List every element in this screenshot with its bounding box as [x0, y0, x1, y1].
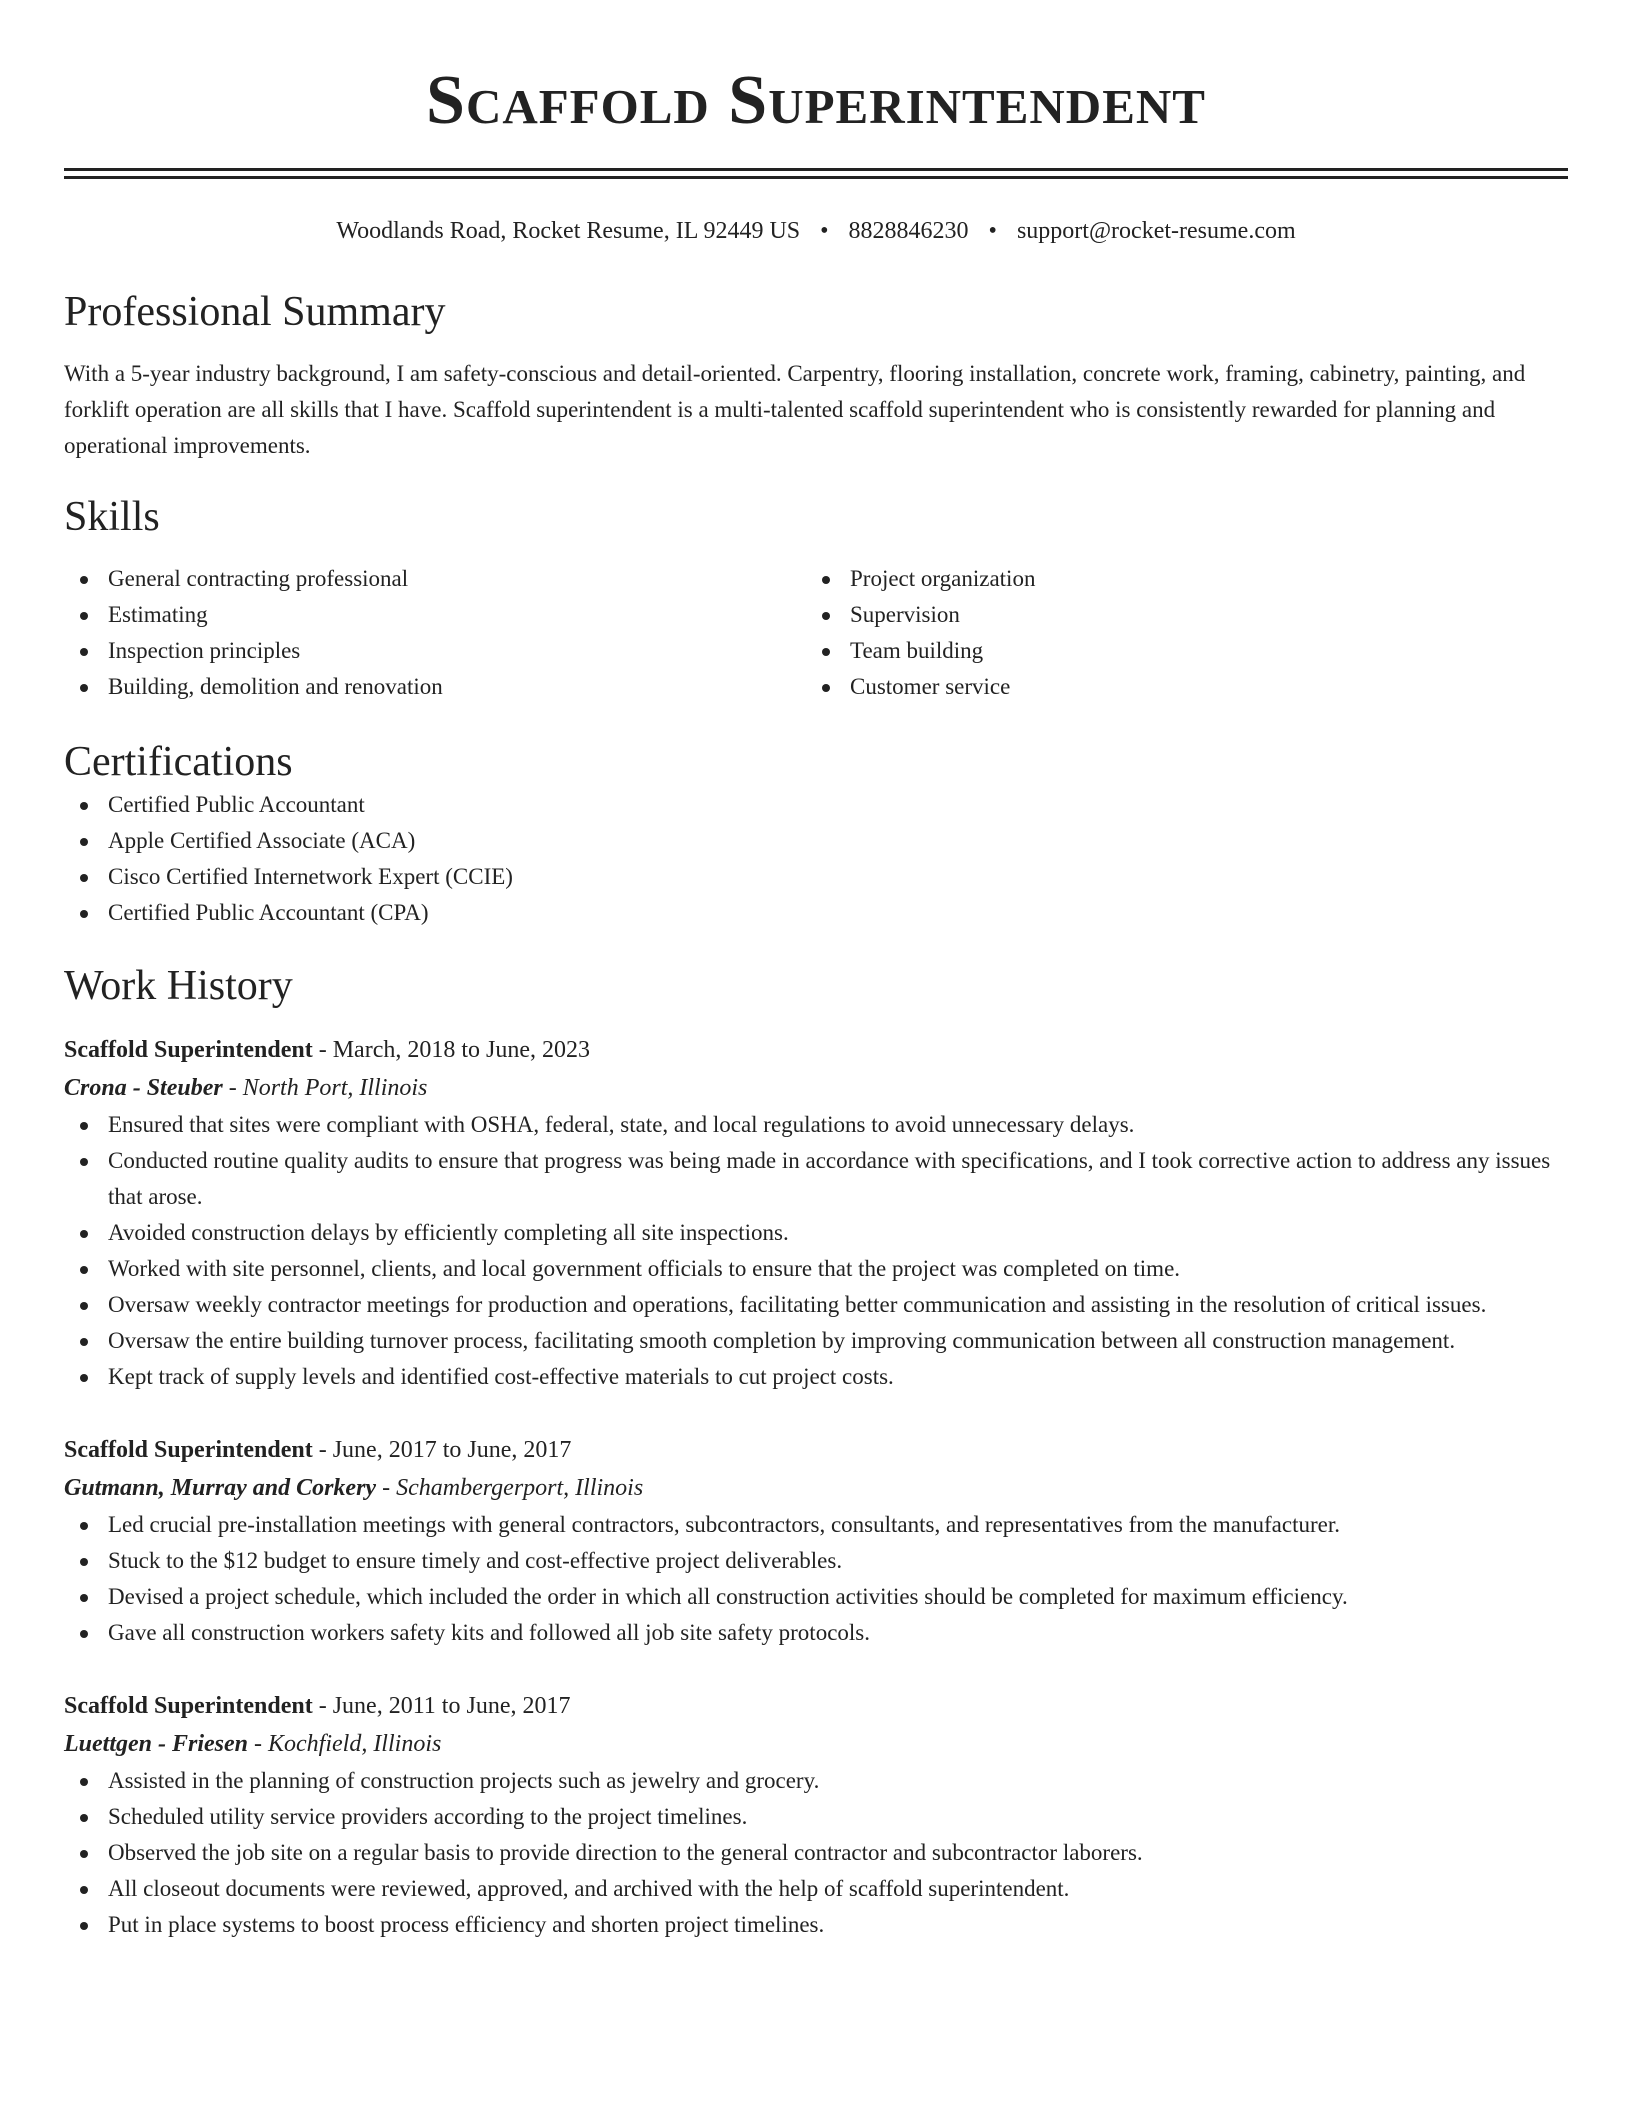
contact-line	[64, 215, 1568, 247]
job-duty: Kept track of supply levels and identified cost-effective materials to cut project costs.	[64, 1359, 1568, 1395]
job-dash: -	[228, 1075, 237, 1101]
job-duty: Worked with site personnel, clients, and local government officials to ensure that the project was completed on time.	[64, 1251, 1568, 1287]
skills-heading: Skills	[64, 494, 160, 540]
skill-item: Estimating	[64, 597, 806, 633]
certifications-heading: Certifications	[64, 739, 293, 785]
work-history-heading: Work History	[64, 963, 293, 1009]
job-duty: Stuck to the $12 budget to ensure timely and cost-effective project deliverables.	[64, 1543, 1568, 1579]
job-dates: June, 2017 to June, 2017	[332, 1437, 572, 1463]
job-dates: March, 2018 to June, 2023	[332, 1037, 590, 1063]
summary-heading: Professional Summary	[64, 289, 446, 335]
contact-separator: •	[820, 218, 829, 244]
header-double-rule	[64, 168, 1568, 179]
job-entry	[64, 1687, 1568, 1943]
skills-column-left	[64, 561, 806, 705]
job-employer	[64, 1725, 1568, 1763]
job-entry	[64, 1031, 1568, 1395]
job-duty: Led crucial pre-installation meetings with general contractors, subcontractors, consultants, and representatives from the manufacturer.	[64, 1507, 1568, 1543]
skill-item: Inspection principles	[64, 633, 806, 669]
job-duty: Conducted routine quality audits to ensure that progress was being made in accordance with specifications, and I took corrective action to address any issues that arose.	[64, 1143, 1568, 1215]
contact-email: support@rocket-resume.com	[1016, 218, 1296, 244]
skill-item: Team building	[806, 633, 1548, 669]
job-dash: -	[318, 1693, 327, 1719]
skill-item: Project organization	[806, 561, 1548, 597]
job-location: Schambergerport, Illinois	[396, 1475, 644, 1501]
job-employer	[64, 1469, 1568, 1507]
job-dash: -	[254, 1731, 262, 1757]
candidate-name: Scaffold Superintendent	[426, 62, 1206, 139]
skills-list-left	[64, 561, 806, 705]
certification-item: Certified Public Accountant (CPA)	[64, 895, 1568, 931]
job-duties-list	[64, 1107, 1568, 1395]
certification-item: Certified Public Accountant	[64, 787, 1568, 823]
skills-column-right	[806, 561, 1548, 705]
job-duty: Assisted in the planning of construction projects such as jewelry and grocery.	[64, 1763, 1568, 1799]
contact-address: Woodlands Road, Rocket Resume, IL 92449 US	[336, 218, 801, 244]
job-duty: All closeout documents were reviewed, approved, and archived with the help of scaffold superintendent.	[64, 1871, 1568, 1907]
job-role: Scaffold Superintendent	[64, 1437, 313, 1463]
job-location: North Port, Illinois	[242, 1075, 428, 1101]
skill-item: Customer service	[806, 669, 1548, 705]
job-header	[64, 1687, 1568, 1725]
job-duties-list	[64, 1507, 1568, 1651]
resume-page	[64, 0, 1568, 1943]
job-role: Scaffold Superintendent	[64, 1693, 313, 1719]
job-duty: Ensured that sites were compliant with OSHA, federal, state, and local regulations to avoid unnecessary delays.	[64, 1107, 1568, 1143]
certification-item: Cisco Certified Internetwork Expert (CCIE)	[64, 859, 1568, 895]
job-company: Luettgen - Friesen	[64, 1731, 248, 1757]
job-duty: Gave all construction workers safety kits and followed all job site safety protocols.	[64, 1615, 1568, 1651]
skill-item: General contracting professional	[64, 561, 806, 597]
job-dash: -	[318, 1437, 327, 1463]
skills-columns	[64, 561, 1568, 705]
job-company: Crona - Steuber	[64, 1075, 223, 1101]
job-duty: Oversaw weekly contractor meetings for production and operations, facilitating better communication and assisting in the resolution of critical issues.	[64, 1287, 1568, 1323]
job-duty: Scheduled utility service providers according to the project timelines.	[64, 1799, 1568, 1835]
job-header	[64, 1031, 1568, 1069]
certification-item: Apple Certified Associate (ACA)	[64, 823, 1568, 859]
job-dates: June, 2011 to June, 2017	[332, 1693, 571, 1719]
job-duty: Avoided construction delays by efficiently completing all site inspections.	[64, 1215, 1568, 1251]
job-entry	[64, 1431, 1568, 1651]
job-company: Gutmann, Murray and Corkery	[64, 1475, 377, 1501]
job-duty: Observed the job site on a regular basis to provide direction to the general contractor and subcontractor laborers.	[64, 1835, 1568, 1871]
job-duty: Oversaw the entire building turnover process, facilitating smooth completion by improving communication between all construction management.	[64, 1323, 1568, 1359]
summary-text: With a 5-year industry background, I am safety-conscious and detail-oriented. Carpentry, flooring installation, concrete work, framing, cabinetry, painting, and forklift operation are all skills that I have. Scaffold superintendent is a multi-talented scaffold superintendent who is consistently rewarded for planning and operational improvements.	[64, 361, 1526, 458]
job-employer	[64, 1069, 1568, 1107]
contact-phone: 8828846230	[848, 218, 969, 244]
skill-item: Building, demolition and renovation	[64, 669, 806, 705]
job-location: Kochfield, Illinois	[268, 1731, 442, 1757]
skill-item: Supervision	[806, 597, 1548, 633]
job-duty: Put in place systems to boost process efficiency and shorten project timelines.	[64, 1907, 1568, 1943]
job-duties-list	[64, 1763, 1568, 1943]
job-header	[64, 1431, 1568, 1469]
contact-separator: •	[988, 218, 997, 244]
skills-list-right	[806, 561, 1548, 705]
job-dash: -	[382, 1475, 391, 1501]
job-role: Scaffold Superintendent	[64, 1037, 313, 1063]
job-duty: Devised a project schedule, which included the order in which all construction activities should be completed for maximum efficiency.	[64, 1579, 1568, 1615]
job-dash: -	[318, 1037, 327, 1063]
certifications-list	[64, 787, 1568, 931]
